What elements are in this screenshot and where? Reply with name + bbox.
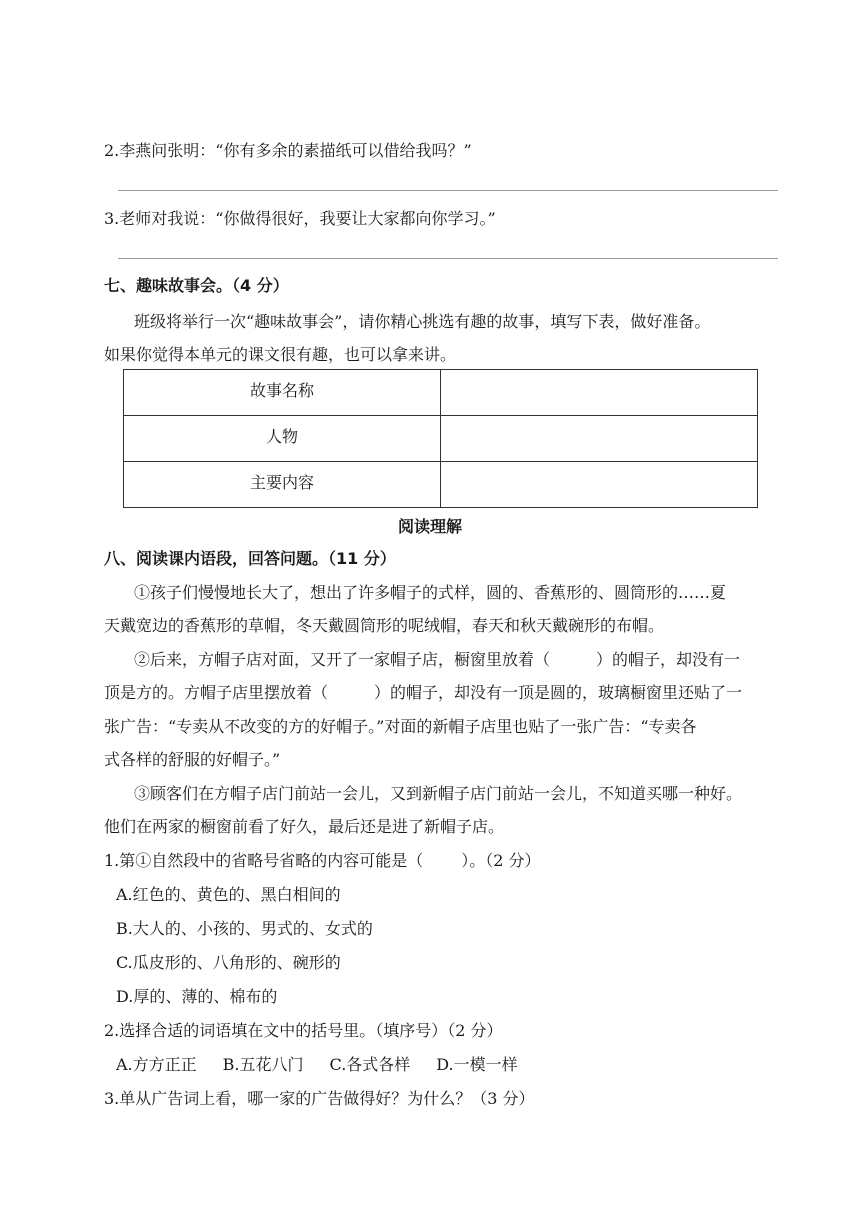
table-answer-cell[interactable] [441,416,758,462]
q7-intro-line-1: 班级将举行一次“趣味故事会”，请你精心挑选有趣的故事，填写下表，做好准备。 [134,312,711,331]
passage-p3-line-2: 他们在两家的橱窗前看了好久，最后还是进了新帽子店。 [104,817,505,836]
word-option-a: A.方方正正 [116,1055,197,1074]
q6-item-3: 3.老师对我说：“你做得很好，我要让大家都向你学习。” [104,209,496,228]
passage-p2-line-4: 式各样的舒服的好帽子。” [104,750,281,769]
table-label: 故事名称 [124,370,441,416]
passage-text: ）的帽子，却没有一顶是圆的，玻璃橱窗里还贴了一 [374,683,743,702]
question-text: ）。（2 分） [461,851,541,870]
q7-heading: 七、趣味故事会。（4 分） [104,276,289,295]
passage-text: ）的帽子，却没有一 [596,650,741,669]
option-c: C.瓜皮形的、八角形的、碗形的 [116,953,341,972]
answer-line-3 [118,258,778,259]
table-row [124,462,758,508]
option-d: D.厚的、薄的、棉布的 [116,987,278,1006]
question-1 [104,851,541,871]
word-option-d: D.一模一样 [436,1055,518,1074]
q8-heading: 八、阅读课内语段，回答问题。（11 分） [104,549,396,568]
passage-p2-line-2 [104,683,742,703]
passage-p1-line-2: 天戴宽边的香蕉形的草帽，冬天戴圆筒形的呢绒帽，春天和秋天戴碗形的布帽。 [104,616,665,635]
table-label: 主要内容 [124,462,441,508]
passage-text: ②后来，方帽子店对面，又开了一家帽子店，橱窗里放着（ [134,650,551,669]
question-text: 1.第①自然段中的省略号省略的内容可能是（ [104,851,424,870]
story-table [123,369,758,508]
passage-p2-line-1 [134,650,740,670]
passage-p1-line-1: ①孩子们慢慢地长大了，想出了许多帽子的式样，圆的、香蕉形的、圆筒形的……夏 [134,583,727,602]
q6-item-2: 2.李燕问张明：“你有多余的素描纸可以借给我吗？” [104,141,472,160]
passage-p3-line-1: ③顾客们在方帽子店门前站一会儿，又到新帽子店门前站一会儿，不知道买哪一种好。 [134,784,743,803]
question-2: 2.选择合适的词语填在文中的括号里。（填序号）（2 分） [104,1021,503,1040]
option-a: A.红色的、黄色的、黑白相间的 [116,885,341,904]
table-row [124,370,758,416]
table-answer-cell[interactable] [441,370,758,416]
section-title: 阅读理解 [397,517,462,536]
table-label: 人物 [124,416,441,462]
question-2-options [116,1055,518,1075]
passage-p2-line-3: 张广告：“专卖从不改变的方的好帽子。”对面的新帽子店里也贴了一张广告：“专卖各 [104,717,697,736]
word-option-c: C.各式各样 [329,1055,411,1074]
word-option-b: B.五花八门 [222,1055,304,1074]
passage-text: 顶是方的。方帽子店里摆放着（ [104,683,329,702]
question-3: 3.单从广告词上看，哪一家的广告做得好？为什么？（3 分） [104,1089,535,1108]
table-answer-cell[interactable] [441,462,758,508]
table-row [124,416,758,462]
option-b: B.大人的、小孩的、男式的、女式的 [116,919,373,938]
q7-intro-line-2: 如果你觉得本单元的课文很有趣，也可以拿来讲。 [104,345,457,364]
answer-line-2 [118,190,778,191]
